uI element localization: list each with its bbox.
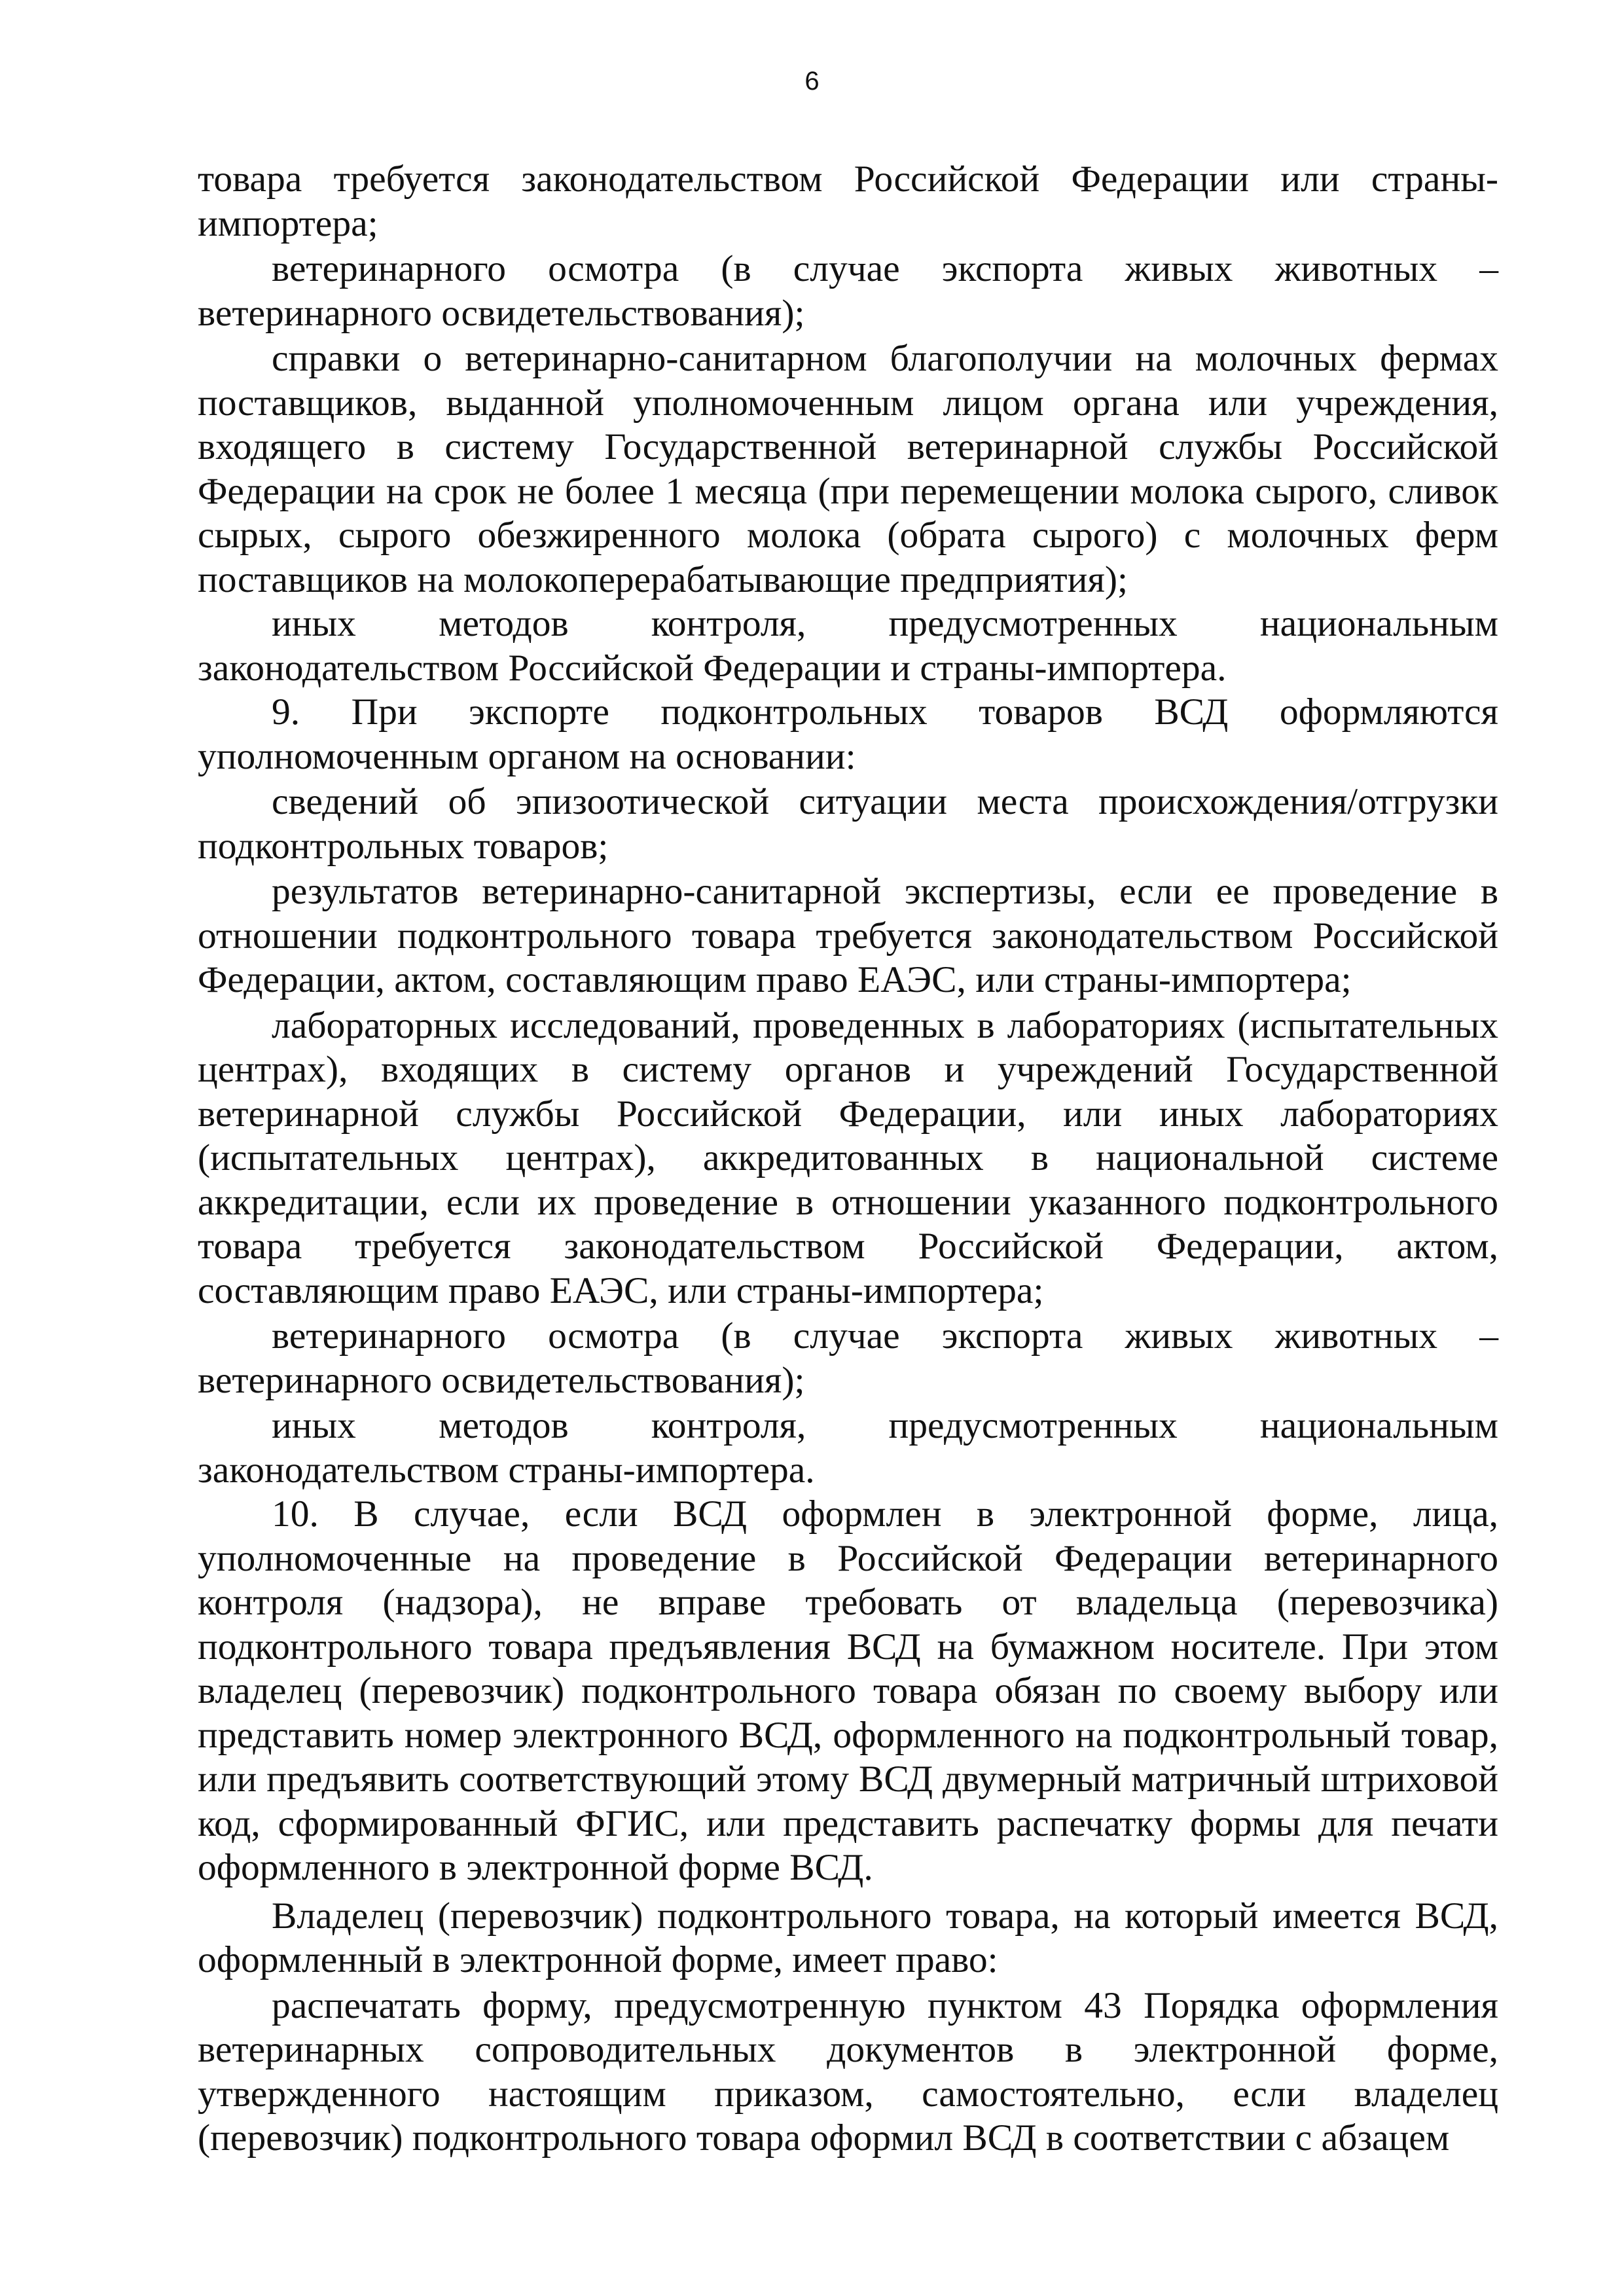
paragraph-lab-research: лабораторных исследований, проведенных в лабораториях (испытательных центрах), входящих в систему органов и учреждений Государственной ветеринарной службы Российской Федерации, или иных лабораториях (испытательных центрах), аккредитованных в национальной системе аккредитации, если их проведение в отношении указанного подконтрольного товара требуется законодательством Российской Федерации, актом, составляющим право ЕАЭС, или страны-импортера;: [198, 1004, 1498, 1311]
paragraph-vet-inspection-export: ветеринарного осмотра (в случае экспорта живых животных – ветеринарного освидетельствования);: [198, 1315, 1498, 1401]
paragraph-item-9: 9. При экспорте подконтрольных товаров ВСД оформляются уполномоченным органом на основании:: [198, 691, 1498, 777]
paragraph-other-methods-export: иных методов контроля, предусмотренных национальным законодательством страны-импортера.: [198, 1405, 1498, 1491]
paragraph-certificate-farms: справки о ветеринарно-санитарном благополучии на молочных фермах поставщиков, выданной уполномоченным лицом органа или учреждения, входящего в систему Государственной ветеринарной службы Российской Федерации на срок не более 1 месяца (при перемещении молока сырого, сливок сырых, сырого обезжиренного молока (обрата сырого) с молочных ферм поставщиков на молокоперерабатывающие предприятия);: [198, 338, 1498, 600]
paragraph-owner-rights: Владелец (перевозчик) подконтрольного товара, на который имеется ВСД, оформленный в электронной форме, имеет право:: [198, 1895, 1498, 1980]
paragraph-epizootic-info: сведений об эпизоотической ситуации места происхождения/отгрузки подконтрольных товаров;: [198, 781, 1498, 867]
paragraph-continuation: товара требуется законодательством Российской Федерации или страны-импортера;: [198, 158, 1498, 244]
paragraph-vet-inspection: ветеринарного осмотра (в случае экспорта живых животных – ветеринарного освидетельствования);: [198, 248, 1498, 334]
paragraph-print-form: распечатать форму, предусмотренную пунктом 43 Порядка оформления ветеринарных сопроводительных документов в электронной форме, утвержденного настоящим приказом, самостоятельно, если владелец (перевозчик) подконтрольного товара оформил ВСД в соответствии с абзацем: [198, 1984, 1498, 2159]
page-number: 6: [804, 67, 820, 96]
paragraph-vet-sanitary-expertise: результатов ветеринарно-санитарной экспертизы, если ее проведение в отношении подконтрольного товара требуется законодательством Российской Федерации, актом, составляющим право ЕАЭС, или страны-импортера;: [198, 871, 1498, 1000]
document-body: [198, 157, 1498, 2160]
paragraph-other-methods: иных методов контроля, предусмотренных национальным законодательством Российской Федерации и страны-импортера.: [198, 603, 1498, 689]
paragraph-item-10: 10. В случае, если ВСД оформлен в электронной форме, лица, уполномоченные на проведение в Российской Федерации ветеринарного контроля (надзора), не вправе требовать от владельца (перевозчика) подконтрольного товара предъявления ВСД на бумажном носителе. При этом владелец (перевозчик) подконтрольного товара обязан по своему выбору или представить номер электронного ВСД, оформленного на подконтрольный товар, или предъявить соответствующий этому ВСД двумерный матричный штриховой код, сформированный ФГИС, или представить распечатку формы для печати оформленного в электронной форме ВСД.: [198, 1493, 1498, 1888]
